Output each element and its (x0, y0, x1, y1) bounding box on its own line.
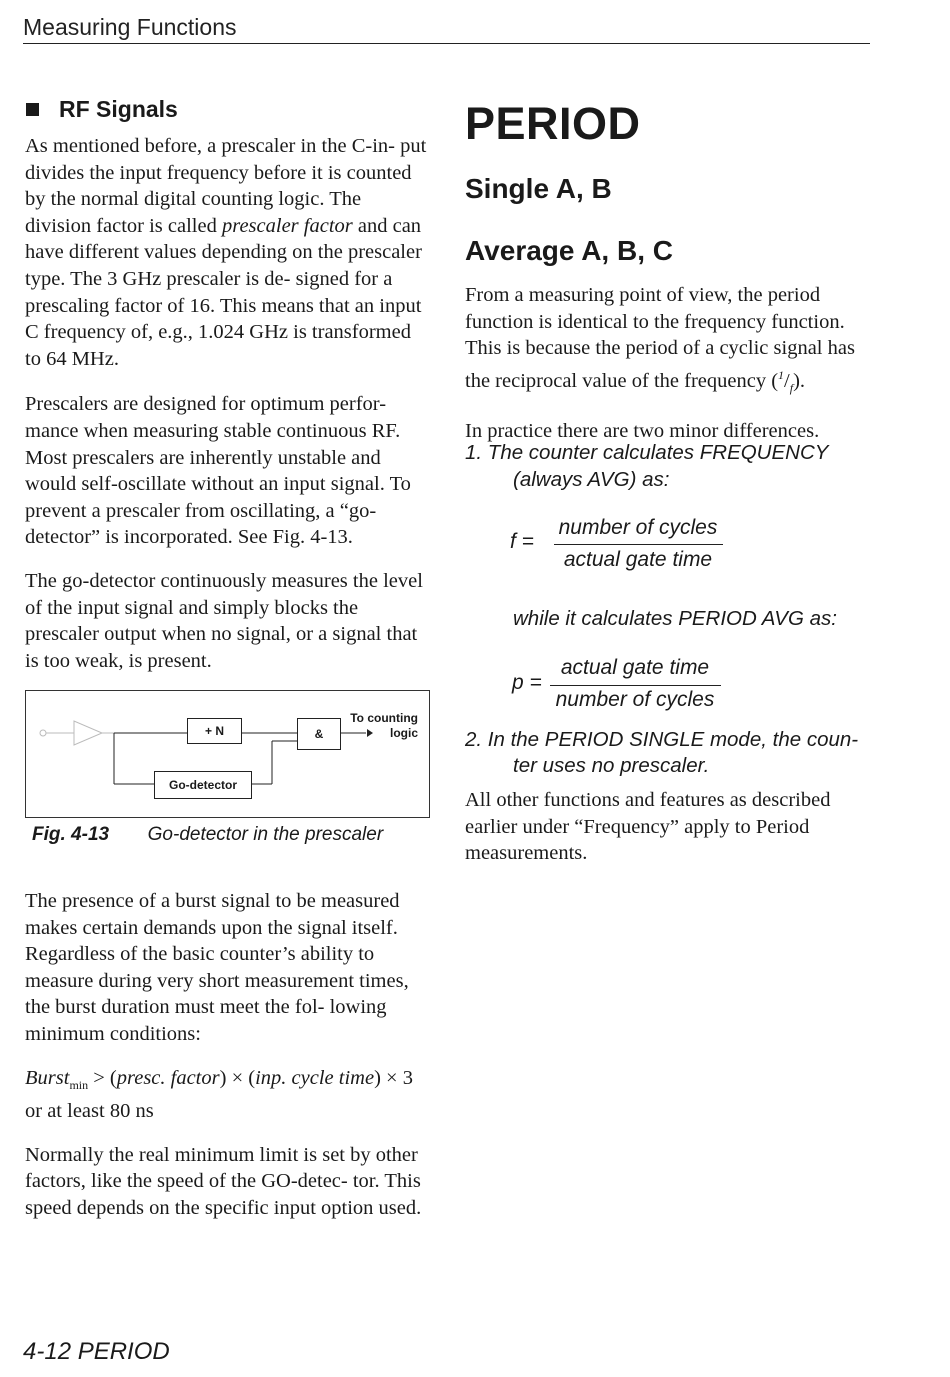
list-item-1-line1: 1. The counter calculates FREQUENCY (465, 441, 829, 464)
and-gate-box: & (297, 718, 341, 750)
output-label-line: To counting (350, 711, 418, 725)
formula-numerator: number of cycles (558, 516, 718, 539)
running-header: Measuring Functions (23, 14, 237, 40)
paragraph-text: As mentioned before, a prescaler in the C-in- put divides the input frequency before it is counted by the normal digital counting logic. The division factor is called (25, 135, 427, 237)
list-item-2-line1: 2. In the PERIOD SINGLE mode, the coun- (465, 728, 859, 751)
figure-number: Fig. 4-13 (32, 824, 110, 845)
godetector-figure (25, 690, 430, 818)
section-title: RF Signals (59, 96, 178, 122)
paragraph: In practice there are two minor differences. (465, 420, 820, 443)
square-bullet-icon (26, 103, 39, 116)
figure-caption-text: Go-detector in the prescaler (147, 824, 384, 845)
paragraph-text: From a measuring point of view, the period function is identical to the frequency function. This is because the period of a cyclic signal has the reciprocal value of the frequency ( (465, 284, 855, 392)
list-item-2-line2: ter uses no prescaler. (513, 754, 710, 777)
formula-lhs: f = (510, 530, 534, 553)
output-label (343, 711, 418, 741)
output-label-line: logic (389, 726, 418, 740)
italic-term: prescaler factor (221, 214, 353, 237)
section-heading (24, 96, 430, 123)
reciprocal-numerator: 1 (778, 367, 785, 382)
while-text: while it calculates PERIOD AVG as: (513, 607, 837, 630)
paragraph-text: and can have different values depending on the prescaler type. The 3 GHz prescaler is de- signed for a prescaling factor of 16. This means that an input C frequency of, e.g., 1.024 GHz is transformed to 64 MHz. (25, 214, 422, 370)
formula-lhs: p = (512, 671, 542, 694)
left-column (25, 96, 430, 674)
header-rule (23, 43, 870, 44)
formula-part: ) × 3 (374, 1066, 413, 1089)
chapter-title: PERIOD (465, 98, 641, 149)
frequency-formula (510, 516, 740, 576)
formula-burst: Burst (25, 1066, 70, 1089)
formula-subscript: min (69, 1077, 89, 1092)
paragraph: The presence of a burst signal to be measured makes certain demands upon the signal itself. Regardless of the basic counter’s ability to measure during very short measurement times, the burst duration must meet the fol- lowing minimum conditions: (25, 890, 409, 1045)
period-formula (510, 656, 740, 716)
reciprocal-denominator: f (789, 380, 794, 395)
right-column-closing (465, 787, 870, 867)
burst-formula (25, 1065, 435, 1099)
formula-denominator: actual gate time (563, 548, 713, 571)
paragraph-text: ). (793, 369, 806, 392)
page-footer: 4-12 PERIOD (23, 1338, 170, 1365)
formula-part: > ( (88, 1066, 117, 1089)
left-column-lower (25, 888, 435, 1222)
formula-numerator: actual gate time (560, 656, 710, 679)
formula-tail: or at least 80 ns (25, 1100, 154, 1123)
right-column-text (465, 282, 875, 445)
input-terminal (40, 730, 46, 736)
subheading-single: Single A, B (465, 173, 612, 204)
paragraph: Normally the real minimum limit is set by other factors, like the speed of the GO-detec- tor. This speed depends on the specific input option used. (25, 1143, 422, 1220)
paragraph: From a measuring point of view, the period function is identical to the frequency function. This is because the period of a cyclic signal has the reciprocal value of the frequency $(^1/_f)$. (465, 284, 855, 395)
paragraph: All other functions and features as described earlier under “Frequency” apply to Period measurements. (465, 789, 831, 865)
formula-inp: inp. cycle time (255, 1066, 375, 1089)
divider-box: + N (187, 718, 242, 744)
formula-presc: presc. factor (116, 1066, 220, 1089)
list-item-1-line2: (always AVG) as: (513, 468, 670, 491)
figure-caption (32, 824, 383, 846)
paragraph: Prescalers are designed for optimum perfor- mance when measuring stable continuous RF. Most prescalers are inherently unstable and would self-oscillate without an input signal. To prevent a prescaler from oscillating, a “go-detector” is incorporated. See Fig. 4-13. (25, 393, 411, 549)
paragraph: The go-detector continuously measures the level of the input signal and simply blocks the prescaler output when no signal, or a signal that is too weak, is present. (25, 569, 423, 672)
fraction-bar (550, 685, 721, 686)
paragraph (25, 133, 430, 372)
amplifier-triangle (74, 721, 102, 745)
godetector-box: Go-detector (154, 771, 252, 799)
formula-part: ) × ( (219, 1066, 256, 1089)
fraction-bar (554, 544, 723, 545)
formula-denominator: number of cycles (555, 688, 715, 711)
subheading-average: Average A, B, C (465, 235, 673, 266)
